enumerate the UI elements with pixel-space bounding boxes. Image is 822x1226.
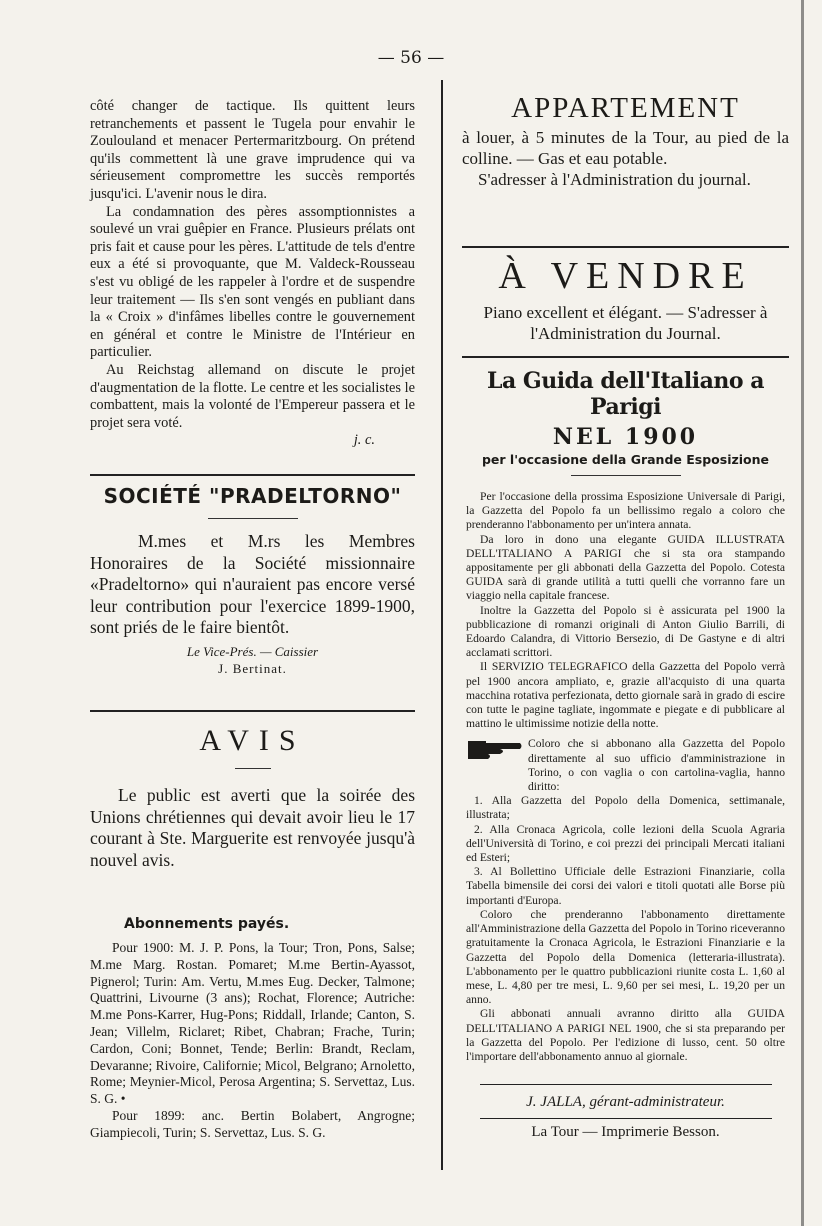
article-signature: j. c. (353, 432, 375, 449)
section-rule (462, 356, 789, 358)
article-paragraph: La condamnation des pères assomptionnistes a soulevé un vrai guêpier en France. Plusieurs prélats ont pris fait et cause pour les pères. L'attitude de tels d'entre eux a été si provoquante, que M. Valdeck-Rousseau s'est vu obligé de les rappeler à l'ordre et de suspendre leur traitement — Ils s'en sont vengés en publiant dans la « Croix » d'infâmes libelles contre le gouvernement en général et contre le Ministre de l'Intérieur en particulier. (90, 203, 415, 361)
ornament-rule (571, 475, 681, 476)
societe-notice (90, 484, 415, 678)
guida-ad (462, 368, 789, 1064)
vendre-text: Piano excellent et élégant. — S'adresser à l'Administration du Journal. (483, 303, 768, 343)
abonnements-section (90, 916, 415, 1142)
imprimerie-text: La Tour — Imprimerie Besson. (531, 1124, 720, 1140)
appartement-title: APPARTEMENT (511, 92, 740, 124)
article-paragraph: Au Reichstag allemand on discute le projet d'augmentation de la flotte. Le centre et les socialistes le combattent, mais la volonté de l'Empereur passera et le projet sera voté. (90, 361, 415, 431)
avis-notice (90, 724, 415, 871)
article-paragraph: côté changer de tactique. Ils quittent leurs retranchements et passent le Tugela pour envahir le Zoulouland et menacer Pertermaritzbourg. On prétend qu'ils commettent là une grave imprudence qui va sérieusement compromettre les succès remportés jusqu'ici. L'avenir nous le dira. (90, 98, 415, 202)
gerant-line (462, 1094, 789, 1112)
guida-paragraph: Per l'occasione della prossima Esposizione Universale di Parigi, la Gazzetta del Popolo fa un bellissimo regalo a coloro che prenderanno l'abbonamento per un'intera annata. (466, 490, 785, 532)
appartement-text: à louer, à 5 minutes de la Tour, au pied de la colline. — Gas et eau potable. (462, 128, 789, 168)
vendre-title: À VENDRE (498, 255, 753, 297)
abonnements-title: Abonnements payés. (124, 916, 290, 932)
column-divider (441, 80, 443, 1170)
section-rule (462, 246, 789, 248)
guida-title: La Guida dell'Italiano a Parigi (487, 368, 764, 420)
section-rule (480, 1084, 772, 1085)
guida-hand-text: Coloro che si abbonano alla Gazzetta del Popolo direttamente al suo ufficio d'amministrazione in Torino, o con vaglia o con cartolina-vaglia, hanno diritto: (528, 737, 785, 794)
abonnements-text: Pour 1899: anc. Bertin Bolabert, Angrogne; Giampiecoli, Turin; S. Servettaz, Lus. S. G. (90, 1107, 415, 1140)
guida-year: NEL 1900 (552, 424, 699, 450)
guida-paragraph: Inoltre la Gazzetta del Popolo si è assicurata pel 1900 la pubblicazione di romanzi originali di Anton Giulio Barrili, di Edoardo Calandra, di Vittorio Bersezio, di De Gastyne e di altri acclamati scrittori. (466, 603, 785, 660)
news-article (90, 98, 415, 450)
guida-list-item: 1. Alla Gazzetta del Popolo della Domenica, settimanale, illustrata; (466, 794, 785, 822)
guida-paragraph: Gli abbonati annuali avranno diritto alla GUIDA DELL'ITALIANO A PARIGI NEL 1900, che si sta preparando per la Gazzetta del Popolo. Per l'edizione di lusso, cent. 50 oltre l'importare dell'abbonamento annuo al giornale. (466, 1007, 785, 1063)
ornament-rule (235, 768, 271, 769)
appartement-text: S'adresser à l'Administration du journal. (478, 170, 751, 189)
ornament-rule (208, 518, 298, 519)
abonnements-text: Pour 1900: M. J. P. Pons, la Tour; Tron, Pons, Salse; M.me Marg. Rostan. Pomaret; M.me Bertin-Ayassot, Pignerol; Turin: Am. Vertu, M.mes Eug. Decker, Talmone; Quattrini, Livourne (3 ans); Rochat, Florence; Autriche: M.me Pons-Karrer, Hug-Pons; Riddall, Irlande; Canton, S. Jean; Villelm, Riclaret; Ribet, Chabran; Frache, Turin; Cardon, Coni; Bonnet, Tende; Berlin: Brandt, Reclam, Devaranne; Rivoire, Californie; Micol, Belgrano; Arnoletto, Rome; Meynier-Micol, Perosa Argentina; S. Servettaz, Lus. S. G. • (90, 940, 415, 1107)
guida-paragraph: Da loro in dono una elegante GUIDA ILLUSTRATA DELL'ITALIANO A PARIGI che si sta ora stampando appositamente per gli abbonati della Gazzetta del Popolo. Cotesta GUIDA sarà di grande utilità a tutti quelli che vorranno fare un viaggio nella capitale francese. (466, 532, 785, 603)
guida-list-item: 3. Al Bollettino Ufficiale delle Estrazioni Finanziarie, colla Tabella bimensile dei corsi dei valori e titoli quotati alle Borse più importanti d'Europa. (466, 865, 785, 907)
guida-paragraph: Il SERVIZIO TELEGRAFICO della Gazzetta del Popolo verrà pel 1900 ancora ampliato, e, grazie all'acquisto di una quarta macchina rotativa perfezionata, detto giornale sarà in grado di escire con tutte le pagine tagliate, ingommate e piegate e di pubblicare al mattino le ultimissime notizie della notte. (466, 660, 785, 731)
imprimerie-line (462, 1124, 789, 1142)
guida-paragraph: Coloro che prenderanno l'abbonamento direttamente all'Amministrazione della Gazzetta del Popolo in Torino riceveranno gratuitamente la Cronaca Agricola, le Estrazioni Finanziarie e la Gazzetta del Popolo della Domenica (letteraria-illustrata). L'abbonamento per le quattro pubblicazioni riunite costa L. 1,60 al mese, L. 4,80 per tre mesi, L. 9,60 per sei mesi, L. 19,20 per un anno. (466, 907, 785, 1007)
gerant-text: J. JALLA, gérant-administrateur. (526, 1094, 725, 1110)
pointing-hand-icon (466, 737, 528, 767)
guida-subtitle: per l'occasione della Grande Esposizione (481, 452, 770, 467)
vendre-ad (462, 254, 789, 344)
guida-list-item: 2. Alla Cronaca Agricola, colle lezioni della Scuola Agraria dell'Università di Torino, e coi prezzi dei principali Mercati italiani ed Esteri; (466, 822, 785, 865)
section-rule (90, 710, 415, 712)
page-number: — 56 — (377, 48, 445, 68)
avis-text: Le public est averti que la soirée des Unions chrétiennes qui devait avoir lieu le 17 courant à Ste. Marguerite est renvoyée jusqu'à nouvel avis. (90, 785, 415, 870)
page-edge (801, 0, 804, 1226)
section-rule (480, 1118, 772, 1119)
societe-signature-line: Le Vice-Prés. — Caissier (186, 643, 319, 659)
societe-title: SOCIÉTÉ "PRADELTORNO" (103, 484, 402, 508)
appartement-ad (462, 92, 789, 190)
societe-text: M.mes et M.rs les Membres Honoraires de la Société missionnaire «Pradeltorno» qui n'auraient pas encore versé leur contribution pour l'exercice 1899-1900, sont priés de le faire bientôt. (90, 531, 415, 637)
avis-title: AVIS (199, 724, 306, 757)
section-rule (90, 474, 415, 476)
societe-signature-name: J. Bertinat. (218, 661, 287, 677)
